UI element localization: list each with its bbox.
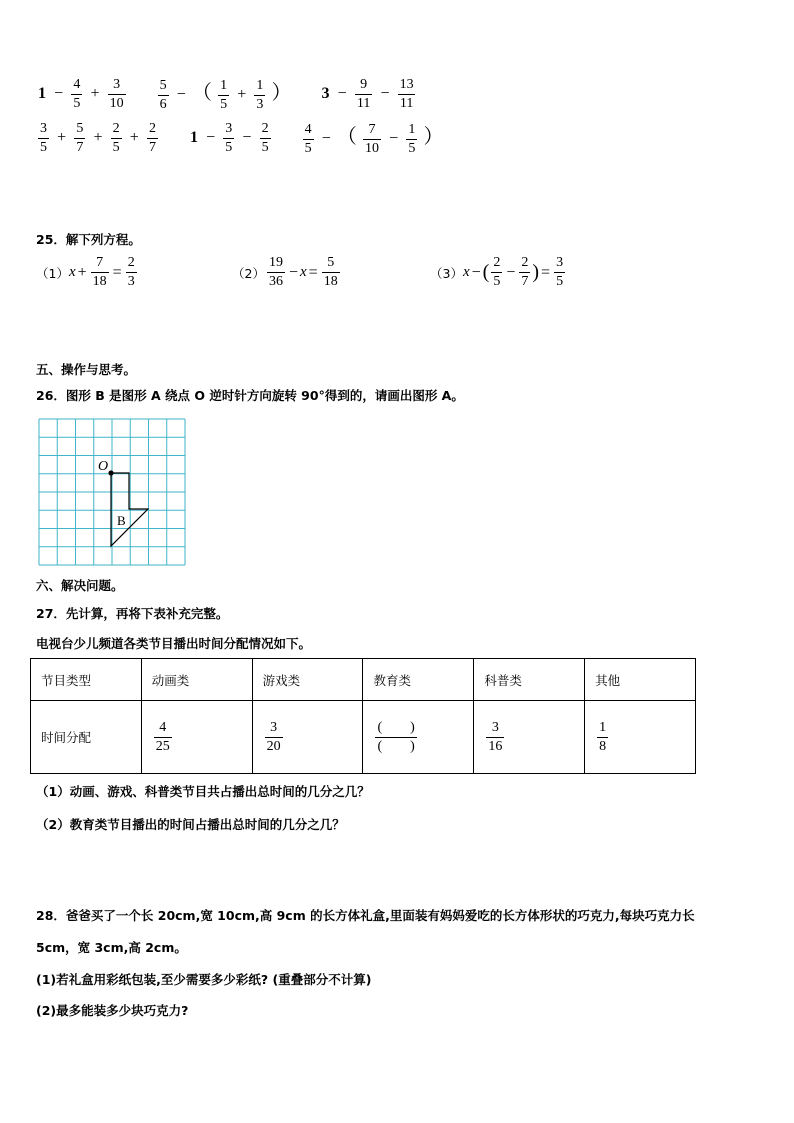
fraction: $\frac{13}{11}$ <box>399 76 414 111</box>
table-header-cell: 科普类 <box>474 659 585 701</box>
fraction: $\frac{2}{7}$ <box>148 120 156 155</box>
fraction: $\frac{9}{11}$ <box>356 76 371 111</box>
fraction: $\frac{2}{7}$ <box>521 255 529 289</box>
fraction: $\frac{1}{5}$ <box>220 78 228 112</box>
calc-expression: 1 − $\frac{3}{5}$ − $\frac{2}{5}$ <box>189 120 269 155</box>
fraction: $\frac{2}{5}$ <box>112 120 120 155</box>
fraction: $\frac{5}{18}$ <box>323 255 338 289</box>
table-header-cell: 节目类型 <box>31 659 142 701</box>
fraction: $\frac{2}{5}$ <box>261 120 269 155</box>
fraction: $\frac{2}{3}$ <box>127 255 135 289</box>
fraction: $\frac{2}{5}$ <box>493 255 501 289</box>
calc-expression: 1 − $\frac{4}{5}$ + $\frac{3}{10}$ <box>38 76 124 111</box>
q27-title: 27．先计算，再将下表补充完整。 <box>36 606 229 621</box>
equation-3: （3） x − ( $\frac{2}{5}$ − $\frac{2}{7}$ ) = $\frac{3}{5}$ <box>430 255 564 289</box>
q27-sub-1: （1）动画、游戏、科普类节目共占播出总时间的几分之几？ <box>36 784 370 799</box>
table-cell <box>252 701 363 774</box>
table-header-cell: 其他 <box>585 659 696 701</box>
table-header-cell: 动画类 <box>141 659 252 701</box>
q28-line-1: 28．爸爸买了一个长 20cm,宽 10cm,高 9cm 的长方体礼盒,里面装有妈妈爱吃的长方体形状的巧克力,每块巧克力长 <box>36 908 695 923</box>
q28-sub-1: (1)若礼盒用彩纸包装,至少需要多少彩纸? (重叠部分不计算) <box>36 972 372 987</box>
equation-1: （1） x + $\frac{7}{18}$ = $\frac{2}{3}$ <box>36 255 135 289</box>
fraction: $\frac{3}{5}$ <box>225 120 233 155</box>
calc-expression: $\frac{3}{5}$ + $\frac{5}{7}$ + $\frac{2}{5}$ + $\frac{2}{7}$ <box>40 120 156 155</box>
fraction: $\frac{7}{10}$ <box>365 122 380 156</box>
point-o <box>108 470 113 475</box>
fraction: $\frac{4}{25}$ <box>155 719 170 754</box>
q27-intro: 电视台少儿频道各类节目播出时间分配情况如下。 <box>36 636 312 651</box>
q28-line-2: 5cm，宽 3cm,高 2cm。 <box>36 940 187 955</box>
calc-row-1 <box>36 76 446 112</box>
table-cell <box>474 701 585 774</box>
fraction: $\frac{3}{10}$ <box>109 76 124 111</box>
fraction: $\frac{1}{3}$ <box>256 78 264 112</box>
q28-sub-2: (2)最多能装多少块巧克力? <box>36 1003 189 1018</box>
fraction: $\frac{4}{5}$ <box>304 122 312 156</box>
fraction: $\frac{5}{7}$ <box>76 120 84 155</box>
table-header-row <box>31 659 696 701</box>
fraction: $\frac{3}{5}$ <box>40 120 47 155</box>
calc-expression: $\frac{5}{6}$ − （ $\frac{1}{5}$ + $\frac{1}{3}$ ） <box>159 78 292 112</box>
table-cell-blank[interactable] <box>363 701 474 774</box>
table-header-cell: 教育类 <box>363 659 474 701</box>
fraction: $\frac{1}{5}$ <box>408 122 416 156</box>
section-6-heading: 六、解决问题。 <box>36 578 124 593</box>
shape-b <box>111 473 148 546</box>
blank-fraction[interactable]: $\frac{( )}{( )}$ <box>377 719 415 754</box>
q25-title: 25．解下列方程。 <box>36 232 141 247</box>
q27-sub-2: （2）教育类节目播出的时间占播出总时间的几分之几？ <box>36 817 345 832</box>
fraction: $\frac{3}{5}$ <box>556 255 564 289</box>
q26-text: 26．图形 B 是图形 A 绕点 O 逆时针方向旋转 90°得到的，请画出图形 A。 <box>36 388 464 403</box>
equation-2: （2） $\frac{19}{36}$ − x = $\frac{5}{18}$ <box>232 255 338 289</box>
table-cell <box>585 701 696 774</box>
table-cell <box>141 701 252 774</box>
point-o-label: O <box>98 459 109 474</box>
fraction: $\frac{3}{20}$ <box>266 719 281 754</box>
table-row <box>31 701 696 774</box>
fraction: $\frac{5}{6}$ <box>159 78 167 112</box>
table-row-label: 时间分配 <box>31 701 142 774</box>
fraction: $\frac{19}{36}$ <box>268 255 283 289</box>
fraction: $\frac{7}{18}$ <box>92 255 107 289</box>
calc-expression: 3 − $\frac{9}{11}$ − $\frac{13}{11}$ <box>321 76 414 111</box>
time-distribution-table <box>30 658 696 774</box>
shape-b-label: B <box>117 513 126 528</box>
fraction: $\frac{3}{16}$ <box>488 719 503 754</box>
calc-row-2 <box>36 120 471 156</box>
grid-lines <box>39 419 185 565</box>
table-header-cell: 游戏类 <box>252 659 363 701</box>
fraction: $\frac{1}{8}$ <box>599 719 607 754</box>
rotation-grid <box>38 418 186 566</box>
fraction: $\frac{4}{5}$ <box>73 76 81 111</box>
section-5-heading: 五、操作与思考。 <box>36 362 137 377</box>
calc-expression: $\frac{4}{5}$ − （ $\frac{7}{10}$ − $\frac{1}{5}$ ） <box>304 122 444 156</box>
